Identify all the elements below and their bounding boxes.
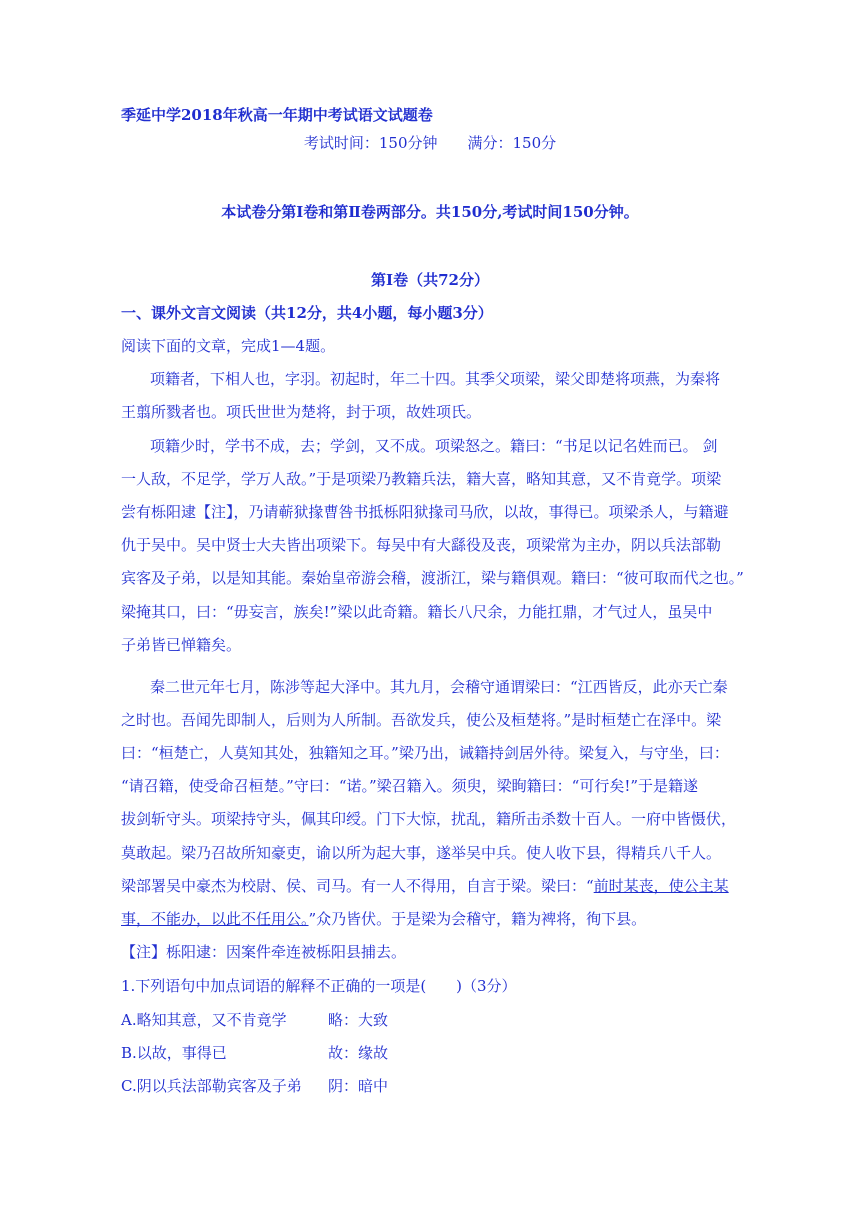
section1-heading: 一、课外文言文阅读（共12分，共4小题，每小题3分） xyxy=(121,304,493,322)
passage-line: “请召籍，使受命召桓楚。”守曰：“诺。”梁召籍入。须臾，梁眴籍曰：“可行矣!”于是籍遂 xyxy=(121,777,699,795)
passage-line: 子弟皆已惮籍矣。 xyxy=(121,636,242,654)
underlined-sentence: 事，不能办，以此不任用公。 xyxy=(121,910,309,928)
passage-line: 王翦所戮者也。项氏世世为楚将，封于项，故姓项氏。 xyxy=(121,403,482,421)
part1-heading: 第Ⅰ卷（共72分） xyxy=(371,271,489,289)
passage-text: 梁部署吴中豪杰为校尉、侯、司马。有一人不得用，自言于梁。梁曰：“ xyxy=(121,877,594,895)
option-b: B.以故，事得已 xyxy=(121,1044,227,1062)
passage-line xyxy=(121,909,646,929)
passage-line: 之时也。吾闻先即制人，后则为人所制。吾欲发兵，使公及桓楚将。”是时桓楚亡在泽中。梁 xyxy=(121,711,722,729)
exam-notice: 本试卷分第Ⅰ卷和第Ⅱ卷两部分。共150分,考试时间150分钟。 xyxy=(221,203,639,221)
option-c-gloss: 阴：暗中 xyxy=(328,1077,389,1095)
passage-line: 项籍少时，学书不成，去；学剑，又不成。项梁怒之。籍曰：“书足以记名姓而已。 剑 xyxy=(150,437,718,455)
passage-text: ”众乃皆伏。于是梁为会稽守，籍为裨将，徇下县。 xyxy=(308,910,647,928)
option-a-gloss: 略：大致 xyxy=(328,1011,389,1029)
passage-line: 拔剑斩守头。项梁持守头，佩其印绶。门下大惊，扰乱，籍所击杀数十百人。一府中皆慑伏， xyxy=(121,810,737,828)
footnote: 【注】栎阳逮：因案件牵连被栎阳县捕去。 xyxy=(121,943,407,961)
passage-line: 项籍者，下相人也，字羽。初起时，年二十四。其季父项梁，梁父即楚将项燕，为秦将 xyxy=(150,370,721,388)
passage-line: 莫敢起。梁乃召故所知豪吏，谕以所为起大事，遂举吴中兵。使人收下县，得精兵八千人。 xyxy=(121,844,722,862)
option-a: A.略知其意，又不肯竟学 xyxy=(121,1011,287,1029)
option-b-gloss: 故：缘故 xyxy=(328,1044,389,1062)
underlined-sentence: 前时某丧，使公主某 xyxy=(593,877,729,895)
passage-line xyxy=(121,876,729,896)
passage-line: 尝有栎阳逮【注】，乃请蕲狱掾曹咎书抵栎阳狱掾司马欣，以故，事得已。项梁杀人，与籍避 xyxy=(121,503,729,521)
exam-info: 考试时间：150分钟 满分：150分 xyxy=(303,134,557,152)
exam-title: 季延中学2018年秋高一年期中考试语文试题卷 xyxy=(121,106,433,124)
passage-line: 一人敌，不足学，学万人敌。”于是项梁乃教籍兵法，籍大喜，略知其意，又不肯竟学。项梁 xyxy=(121,470,722,488)
question1-stem: 1.下列语句中加点词语的解释不正确的一项是( )（3分） xyxy=(121,977,517,995)
passage-line: 梁掩其口，曰：“毋妄言，族矣!”梁以此奇籍。籍长八尺余，力能扛鼎，才气过人，虽吴中 xyxy=(121,603,713,621)
passage-line: 秦二世元年七月，陈涉等起大泽中。其九月，会稽守通谓梁曰：“江西皆反，此亦天亡秦 xyxy=(150,678,728,696)
passage-line: 宾客及子弟，以是知其能。秦始皇帝游会稽，渡浙江，梁与籍俱观。籍曰：“彼可取而代之也。” xyxy=(121,569,744,587)
passage-line: 仇于吴中。吴中贤士大夫皆出项梁下。每吴中有大繇役及丧，项梁常为主办，阴以兵法部勒 xyxy=(121,536,722,554)
reading-instruction: 阅读下面的文章，完成1—4题。 xyxy=(121,337,336,355)
passage-line: 曰：“桓楚亡，人莫知其处，独籍知之耳。”梁乃出，诫籍持剑居外待。梁复入，与守坐，曰： xyxy=(121,744,729,762)
option-c: C.阴以兵法部勒宾客及子弟 xyxy=(121,1077,302,1095)
